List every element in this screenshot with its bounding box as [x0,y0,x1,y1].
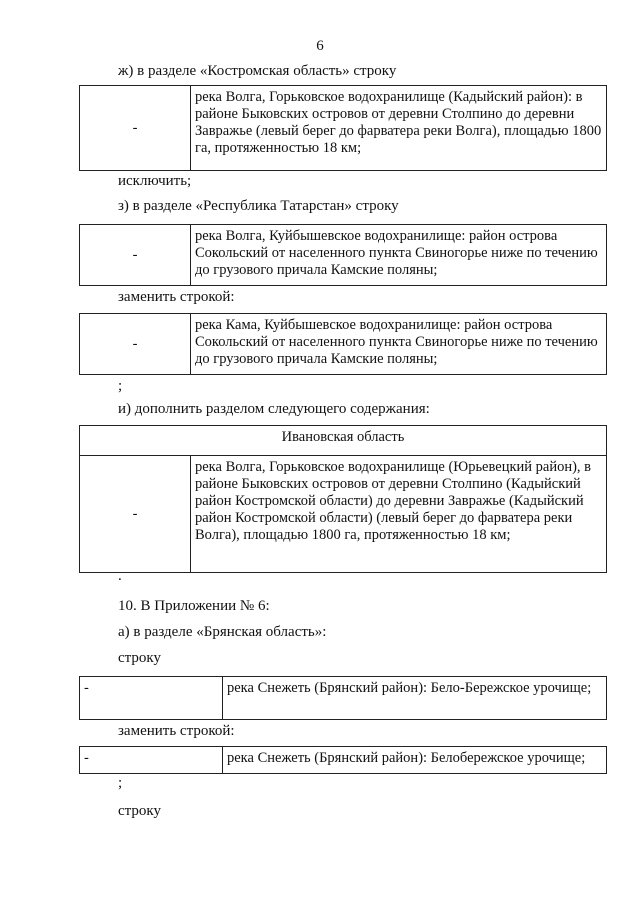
replace-text: заменить строкой: [118,289,235,305]
semicolon: ; [118,775,123,791]
region-header: Ивановская область [80,426,607,456]
table-cell-dash: - [80,456,191,573]
table-cell-dash: - [80,747,223,774]
table-cell-text: река Снежеть (Брянский район): Бело-Бережское урочище; [223,677,607,720]
table-cell-text: река Волга, Горьковское водохранилище (Юрьевецкий район), в районе Быковских островов от деревни Столпино (Кадыйский район Костромской области) до деревни Завражье (Кадыйский район Костромской области) (левый берег до фарватера реки Волга), площадью 1800 га, протяженностью 18 км; [191,456,607,573]
stroku-text: строку [118,803,161,819]
table-cell-dash: - [80,86,191,171]
item-10-heading: 10. В Приложении № 6: [118,598,270,614]
section-i-intro: и) дополнить разделом следующего содержания: [118,401,430,417]
table-cell-dash: - [80,225,191,286]
section-zh-intro: ж) в разделе «Костромская область» строку [118,63,397,79]
period: . [118,568,122,584]
semicolon: ; [118,378,123,394]
table-cell-dash: - [80,677,223,720]
table-cell-text: река Кама, Куйбышевское водохранилище: район острова Сокольский от населенного пункта Свиногорье ниже по течению до грузового причала Камские поляны; [191,314,607,375]
table-ivanovo [79,425,607,573]
table-bryansk-old [79,676,607,720]
table-cell-text: река Волга, Куйбышевское водохранилище: район острова Сокольский от населенного пункта Свиногорье ниже по течению до грузового причала Камские поляны; [191,225,607,286]
replace-text: заменить строкой: [118,723,235,739]
table-kostroma [79,85,607,171]
table-tatarstan-new [79,313,607,375]
table-cell-text: река Снежеть (Брянский район): Белобережское урочище; [223,747,607,774]
stroku-text: строку [118,650,161,666]
table-cell-dash: - [80,314,191,375]
table-tatarstan-old [79,224,607,286]
table-cell-text: река Волга, Горьковское водохранилище (Кадыйский район): в районе Быковских островов от деревни Столпино до деревни Завражье (левый берег до фарватера реки Волга), площадью 1800 га, протяженностью 18 км; [191,86,607,171]
section-z-intro: з) в разделе «Республика Татарстан» строку [118,198,399,214]
section-a-intro: а) в разделе «Брянская область»: [118,624,327,640]
table-bryansk-new [79,746,607,774]
page-number: 6 [316,38,324,54]
exclude-text: исключить; [118,173,192,189]
